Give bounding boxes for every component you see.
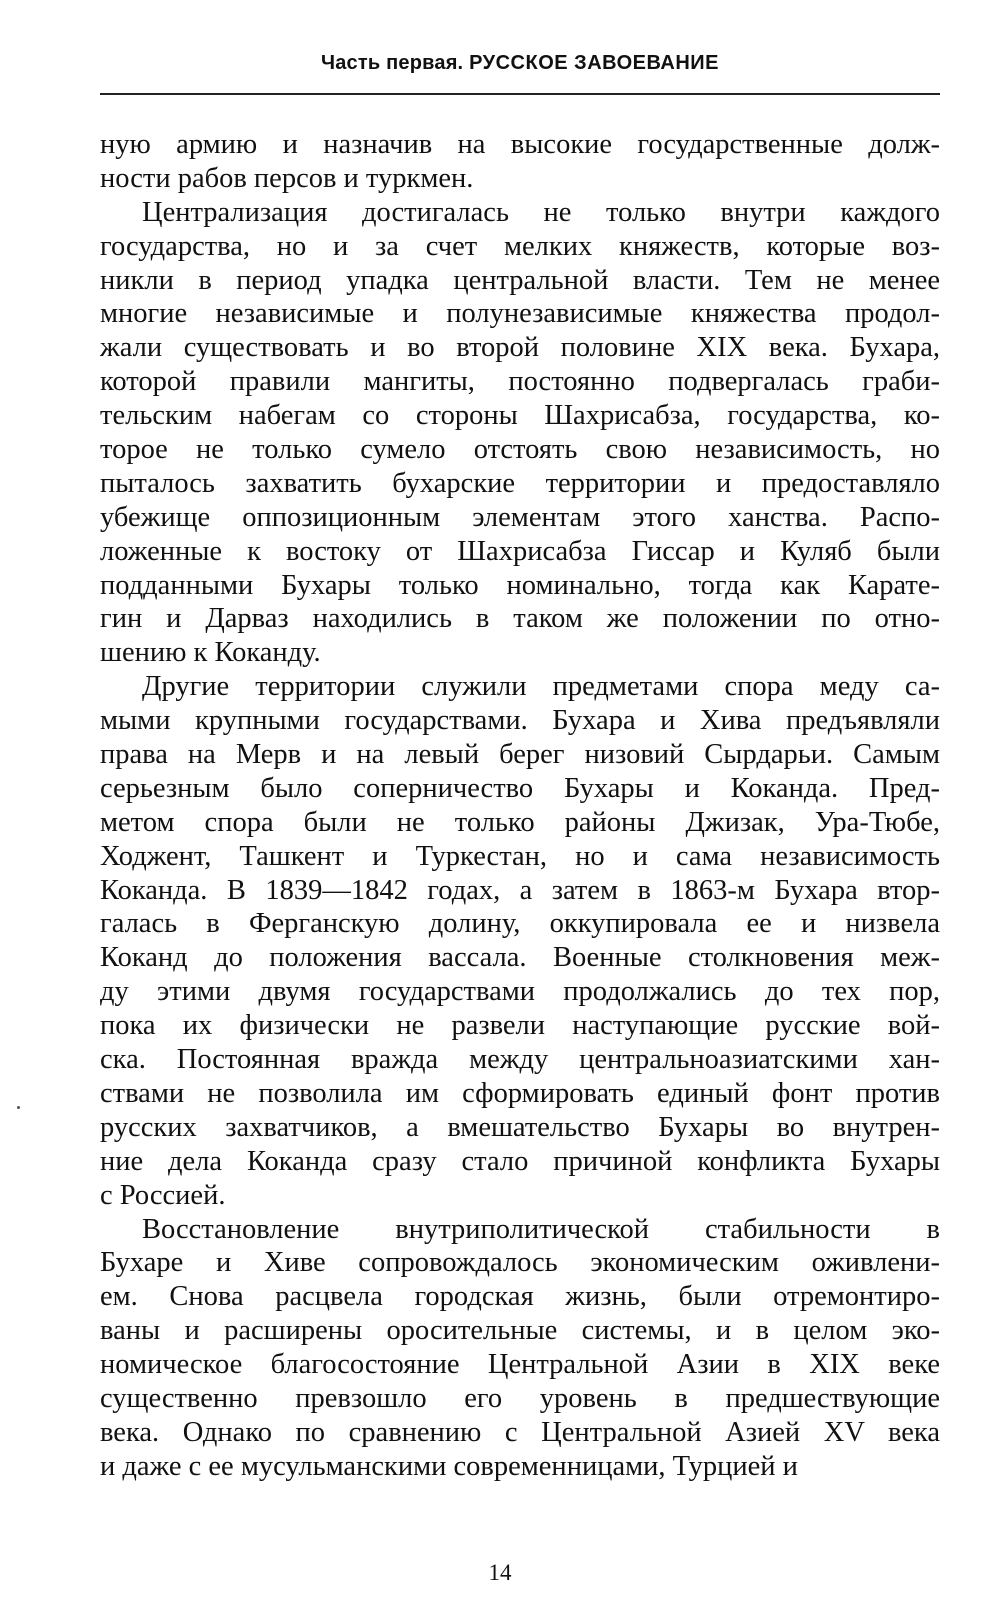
text-line: галась в Ферганскую долину, оккупировала ее и низвела <box>100 908 940 940</box>
running-head <box>100 52 940 75</box>
text-line: ную армию и назначив на высокие государственные долж- <box>100 129 940 160</box>
text-line: ложенные к востоку от Шахрисабза Гиссар и Куляб были <box>100 535 940 567</box>
text-line: Коканд до положения вассала. Военные столкновения меж- <box>100 942 940 974</box>
text-line: метом спора были не только районы Джизак, Ура-Тюбе, <box>100 806 940 838</box>
text-line: Централизация достигалась не только внутри каждого <box>142 196 940 228</box>
text-line: жали существовать и во второй половине XIX века. Бухара, <box>100 332 940 364</box>
text-line: ска. Постоянная вражда между центральноазиатскими хан- <box>100 1044 940 1076</box>
text-line: века. Однако по сравнению с Центральной Азией XV века <box>100 1416 940 1448</box>
text-line: ние дела Коканда сразу стало причиной конфликта Бухары <box>100 1145 940 1177</box>
text-line: права на Мерв и на левый берег низовий Сырдарьи. Самым <box>100 739 940 771</box>
text-line: русских захватчиков, а вмешательство Бухары во внутрен- <box>100 1111 940 1143</box>
scan-speck <box>17 1106 20 1109</box>
text-line: гин и Дарваз находились в таком же положении по отно- <box>100 603 940 635</box>
text-line: Восстановление внутриполитической стабильности в <box>142 1213 940 1245</box>
text-line: ствами не позволила им сформировать единый фонт против <box>100 1077 940 1109</box>
paragraph <box>100 128 940 196</box>
text-line: серьезным было соперничество Бухары и Коканда. Пред- <box>100 772 940 804</box>
text-line: ности рабов персов и туркмен. <box>100 162 474 194</box>
text-line: пыталось захватить бухарские территории и предоставляло <box>100 467 940 499</box>
text-line: мыми крупными государствами. Бухара и Хива предъявляли <box>100 705 940 737</box>
page-number: 14 <box>488 1560 512 1585</box>
text-line: убежище оппозиционным элементам этого ханства. Распо- <box>100 501 940 533</box>
text-line: Ходжент, Ташкент и Туркестан, но и сама независимость <box>100 840 940 872</box>
text-line: которой правили мангиты, постоянно подвергалась граби- <box>100 366 940 398</box>
text-line: ду этими двумя государствами продолжались до тех пор, <box>100 976 940 1008</box>
text-line: пока их физически не развели наступающие русские вой- <box>100 1010 940 1042</box>
paragraph <box>100 1213 940 1484</box>
text-line: Другие территории служили предметами спора меду са- <box>142 671 940 703</box>
text-line: Коканда. В 1839—1842 годах, а затем в 1863-м Бухара втор- <box>100 874 940 906</box>
text-line: ваны и расширены оросительные системы, и в целом эко- <box>100 1315 940 1347</box>
text-line: и даже с ее мусульманскими современницами, Турцией и <box>100 1450 798 1482</box>
text-line: торое не только сумело отстоять свою независимость, но <box>100 434 940 466</box>
text-line: государства, но и за счет мелких княжеств, которые воз- <box>100 230 940 262</box>
running-head-part: Часть первая. <box>320 52 464 74</box>
text-line: существенно превзошло его уровень в предшествующие <box>100 1382 940 1414</box>
header-rule <box>100 93 940 95</box>
text-line: никли в период упадка центральной власти. Тем не менее <box>100 264 940 296</box>
body-text <box>100 128 940 1484</box>
text-line: подданными Бухары только номинально, тогда как Карате- <box>100 569 940 601</box>
paragraph <box>100 196 940 670</box>
text-line: Бухаре и Хиве сопровождалось экономическим оживлени- <box>100 1247 940 1279</box>
running-head-title: РУССКОЕ ЗАВОЕВАНИЕ <box>469 52 720 74</box>
text-line: многие независимые и полунезависимые княжества продол- <box>100 298 940 330</box>
text-line: номическое благосостояние Центральной Азии в XIX веке <box>100 1349 940 1381</box>
text-line: тельским набегам со стороны Шахрисабза, государства, ко- <box>100 400 940 432</box>
text-line: шению к Коканду. <box>100 637 321 669</box>
paragraph <box>100 670 940 1212</box>
text-line: ем. Снова расцвела городская жизнь, были отремонтиро- <box>100 1281 940 1313</box>
text-line: с Россией. <box>100 1179 226 1211</box>
